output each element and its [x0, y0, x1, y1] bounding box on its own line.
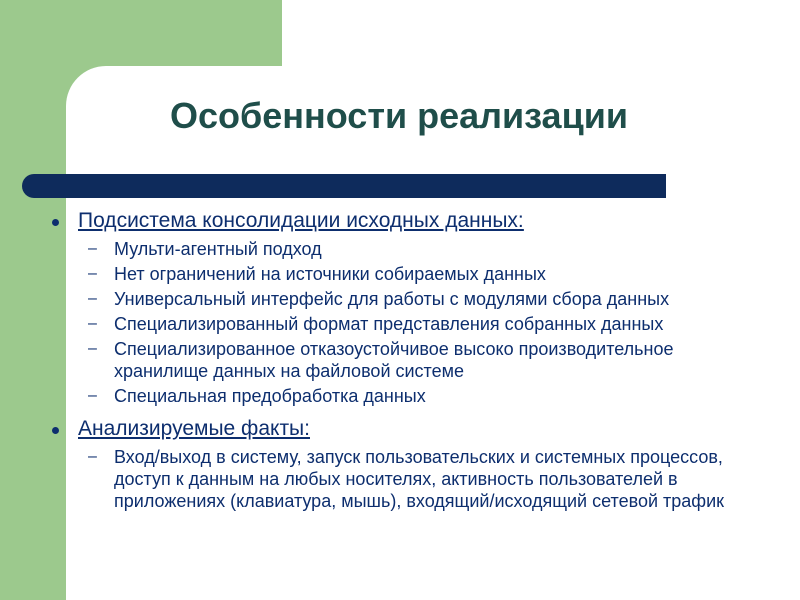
list-item [52, 238, 734, 260]
bullet-dot-icon [52, 427, 59, 434]
list-item-text: Нет ограничений на источники собираемых данных [114, 264, 546, 284]
list-item-text: Вход/выход в систему, запуск пользовательских и системных процессов, доступ к данным на любых носителях, активность пользователей в приложениях (клавиатура, мышь), входящий/исходящий сетевой трафик [114, 447, 725, 511]
dash-bullet-icon: – [88, 315, 97, 332]
dash-bullet-icon: – [88, 340, 97, 357]
list-item-text: Универсальный интерфейс для работы с модулями сбора данных [114, 289, 670, 309]
list-item [52, 338, 734, 382]
section-heading [52, 416, 782, 442]
list-item-text: Специализированное отказоустойчивое высоко производительное хранилище данных на файловой системе [114, 339, 674, 381]
dash-bullet-icon: – [88, 240, 97, 257]
dash-bullet-icon: – [88, 265, 97, 282]
list-item [52, 446, 734, 512]
section-heading [52, 208, 782, 234]
slide-title: Особенности реализации [170, 95, 628, 136]
bullet-dot-icon [52, 219, 59, 226]
list-item-text: Специализированный формат представления собранных данных [114, 314, 664, 334]
list-item [52, 288, 734, 310]
list-item [52, 313, 734, 335]
dash-bullet-icon: – [88, 448, 97, 465]
section-heading-text: Подсистема консолидации исходных данных: [78, 209, 524, 232]
list-item-text: Мульти-агентный подход [114, 239, 322, 259]
title-underline-bar [22, 174, 666, 198]
dash-bullet-icon: – [88, 387, 97, 404]
dash-bullet-icon: – [88, 290, 97, 307]
list-item [52, 263, 734, 285]
slide-content [52, 208, 782, 515]
list-item [52, 385, 734, 407]
list-item-text: Специальная предобработка данных [114, 386, 426, 406]
section-heading-text: Анализируемые факты: [78, 417, 310, 440]
